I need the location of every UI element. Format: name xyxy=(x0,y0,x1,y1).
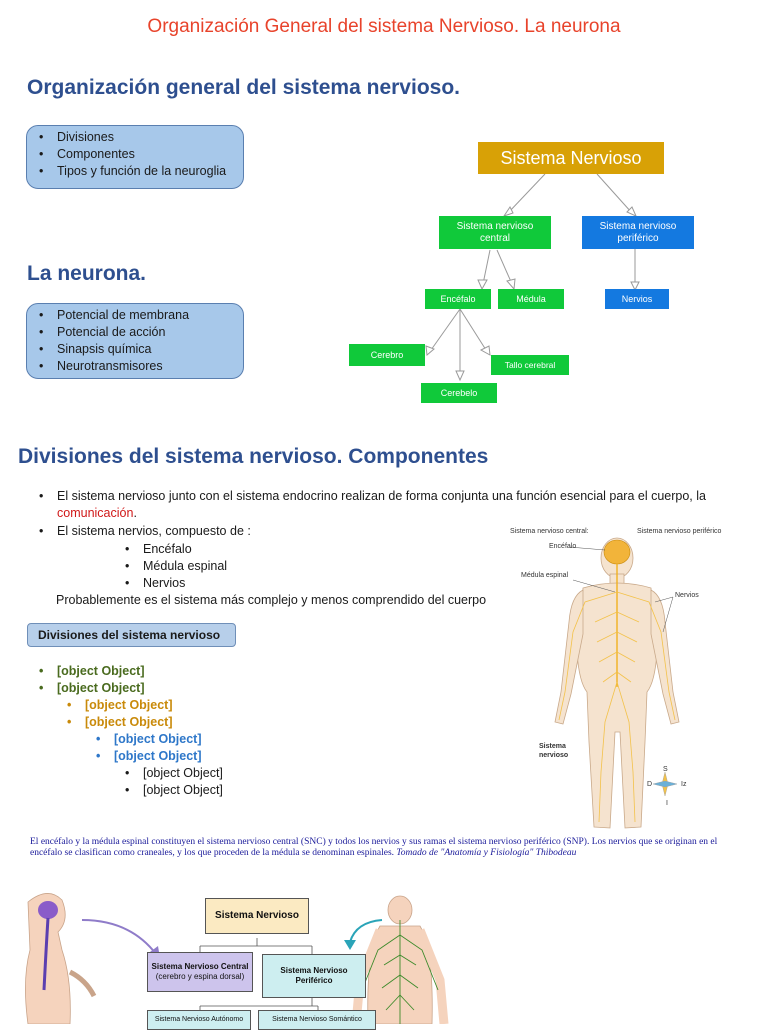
diagram-snp-label: Sistema Nervioso Periférico xyxy=(280,966,348,985)
diagram-snc-box xyxy=(147,952,253,992)
node-sistema-nervioso: Sistema Nervioso xyxy=(478,142,664,174)
topic-item: • Sinapsis química xyxy=(37,341,233,358)
divisions-list xyxy=(57,663,497,799)
node-tallo-cerebral: Tallo cerebral xyxy=(491,355,569,375)
section-heading-neurona: La neurona. xyxy=(27,262,147,285)
topic-item: • Tipos y función de la neuroglia xyxy=(37,163,233,180)
topic-item: • Divisiones xyxy=(37,129,233,146)
section-heading-organizacion: Organización general del sistema nervioso. xyxy=(27,76,460,99)
figure-caption-text xyxy=(30,837,738,859)
diagram-snc-title: Sistema Nervioso Central xyxy=(151,962,249,971)
page-title: Organización General del sistema Nervioso. La neurona xyxy=(147,16,621,37)
human-body-illustration xyxy=(505,522,745,837)
node-medula: Médula xyxy=(498,289,564,309)
note-complejo: Probablemente es el sistema más complejo y menos comprendido del cuerpo xyxy=(56,593,487,607)
label-medula: Médula espinal xyxy=(521,572,569,579)
division-item: • [object Object] xyxy=(114,748,497,765)
diagram-somatic-label: Sistema Nervioso Somántico xyxy=(272,1016,362,1023)
division-item: • [object Object] xyxy=(143,782,497,799)
bullet-dot: • xyxy=(39,489,44,503)
diagram-root-box xyxy=(205,898,309,934)
diagram-root-label: Sistema Nervioso xyxy=(215,910,299,921)
node-cerebelo: Cerebelo xyxy=(421,383,497,403)
highlight-comunicacion: comunicación xyxy=(57,506,134,520)
compass-i: I xyxy=(666,800,668,807)
diagram-snc-sub: (cerebro y espina dorsal) xyxy=(155,972,245,981)
label-nervios: Nervios xyxy=(675,592,699,599)
node-snc: Sistema nervioso central xyxy=(439,216,551,249)
compass-iz: Iz xyxy=(681,781,687,788)
figure-caption: Sistema nervioso xyxy=(539,743,569,759)
bottom-illustration xyxy=(0,880,768,1024)
division-item: • [object Object] xyxy=(143,765,497,782)
compass-s: S xyxy=(663,766,668,773)
node-snp: Sistema nervioso periférico xyxy=(582,216,694,249)
bullet1-end: . xyxy=(133,506,137,520)
diagram-snp-box xyxy=(262,954,366,998)
component-item: • Médula espinal xyxy=(143,558,343,575)
division-item: • [object Object] xyxy=(57,663,497,680)
caption-main: El encéfalo y la médula espinal constituyen el sistema nervioso central (SNC) y todos los nervios y sus ramas el sistema nervioso periférico (SNP). Los nervios que se originan en el encéfalo se clasifican como craneales, y los que proceden de la médula se denominan espinales. xyxy=(30,837,718,858)
topic-item: • Potencial de membrana xyxy=(37,307,233,324)
division-item: • [object Object] xyxy=(85,697,497,714)
paragraph-comunicacion xyxy=(39,488,757,522)
divisions-box: Divisiones del sistema nervioso xyxy=(27,623,236,647)
node-encefalo: Encéfalo xyxy=(425,289,491,309)
node-nervios: Nervios xyxy=(605,289,669,309)
diagram-autonomic-label: Sistema Nervioso Autónomo xyxy=(154,1016,244,1023)
topic-item: • Componentes xyxy=(37,146,233,163)
list-components xyxy=(143,541,343,592)
compass-d: D xyxy=(647,781,653,788)
topic-item: • Neurotransmisores xyxy=(37,358,233,375)
text-sistema-compuesto: • El sistema nervios, compuesto de : xyxy=(57,523,497,540)
label-snp: Sistema nervioso periférico xyxy=(637,528,722,535)
division-item: • [object Object] xyxy=(85,714,497,731)
label-encefalo: Encéfalo xyxy=(549,543,577,550)
topic-item: • Potencial de acción xyxy=(37,324,233,341)
text-comunicacion: El sistema nervioso junto con el sistema endocrino realizan de forma conjunta una función esencial para el cuerpo, la xyxy=(57,489,706,503)
division-item: • [object Object] xyxy=(57,680,497,697)
division-item: • [object Object] xyxy=(114,731,497,748)
diagram-autonomic-box xyxy=(147,1010,251,1030)
nervous-system-figure xyxy=(505,522,745,837)
component-item: • Encéfalo xyxy=(143,541,343,558)
list-components-intro xyxy=(57,523,497,540)
section-heading-divisiones: Divisiones del sistema nervioso. Componentes xyxy=(18,445,489,468)
node-cerebro: Cerebro xyxy=(349,344,425,366)
diagram-somatic-box xyxy=(258,1010,376,1030)
caption-source: Tomado de "Anatomía y Fisiología" Thibodeau xyxy=(396,848,577,858)
component-item: • Nervios xyxy=(143,575,343,592)
label-snc: Sistema nervioso central: xyxy=(510,528,589,535)
